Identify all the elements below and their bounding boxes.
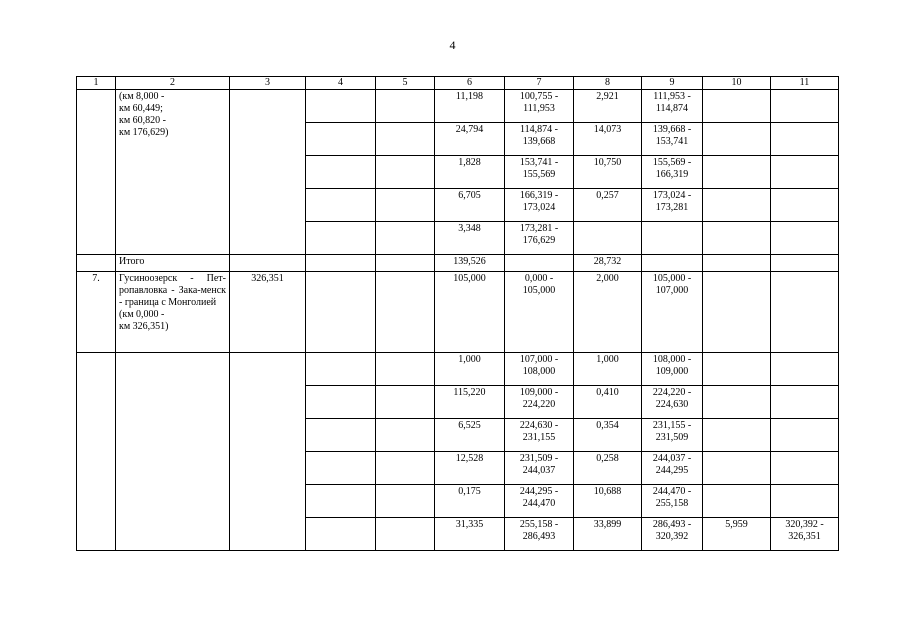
road-name-line: км 326,351) <box>119 321 169 332</box>
cell-col10 <box>703 222 771 255</box>
cell-col10: 5,959 <box>703 518 771 551</box>
cell-length: 1,828 <box>435 156 505 189</box>
cell-col11 <box>771 90 839 123</box>
cell-range: 224,630 - 231,155 <box>505 419 574 452</box>
cell-length: 6,525 <box>435 419 505 452</box>
cell-length: 10,688 <box>574 485 642 518</box>
cell-range: 231,155 - 231,509 <box>642 419 703 452</box>
cell-col4 <box>306 353 376 386</box>
total-row <box>77 255 839 272</box>
cell-length: 0,410 <box>574 386 642 419</box>
table-row <box>77 353 839 386</box>
cell-range: 114,874 - 139,668 <box>505 123 574 156</box>
cell-col10 <box>703 386 771 419</box>
cell-col4 <box>306 518 376 551</box>
cell-length: 33,899 <box>574 518 642 551</box>
cell-range: 173,024 - 173,281 <box>642 189 703 222</box>
cell-col3 <box>230 255 306 272</box>
cell-length: 0,258 <box>574 452 642 485</box>
cell-col5 <box>376 156 435 189</box>
cell-col7 <box>505 255 574 272</box>
cell-col5 <box>376 189 435 222</box>
cell-range <box>642 222 703 255</box>
cell-col4 <box>306 123 376 156</box>
cell-col5 <box>376 90 435 123</box>
cell-num <box>77 255 116 272</box>
cell-col10 <box>703 156 771 189</box>
cell-range: 286,493 - 320,392 <box>642 518 703 551</box>
cell-length: 0,354 <box>574 419 642 452</box>
cell-col11: 320,392 - 326,351 <box>771 518 839 551</box>
cell-range: 108,000 - 109,000 <box>642 353 703 386</box>
cell-col4 <box>306 272 376 353</box>
road-name-line: км 60,449; <box>119 103 163 114</box>
cell-col11 <box>771 419 839 452</box>
cell-col5 <box>376 386 435 419</box>
section-number: 7. <box>77 272 116 353</box>
cell-col11 <box>771 386 839 419</box>
road-name-line: (км 0,000 - <box>119 309 165 320</box>
col-number: 6 <box>435 77 505 90</box>
cell-col11 <box>771 222 839 255</box>
cell-col10 <box>703 90 771 123</box>
cell-range: 244,295 - 244,470 <box>505 485 574 518</box>
cell-length: 105,000 <box>435 272 505 353</box>
col-number: 7 <box>505 77 574 90</box>
cell-col9 <box>642 255 703 272</box>
road-name-line: км 176,629) <box>119 127 169 138</box>
cell-range: 155,569 - 166,319 <box>642 156 703 189</box>
cell-col4 <box>306 452 376 485</box>
table-row <box>77 272 839 353</box>
column-numbers-row <box>77 77 839 90</box>
total-label: Итого <box>116 255 230 272</box>
cell-col10 <box>703 419 771 452</box>
road-name-line: км 60,820 - <box>119 115 167 126</box>
cell-length <box>574 222 642 255</box>
cell-num <box>77 353 116 551</box>
cell-length: 11,198 <box>435 90 505 123</box>
col-number: 8 <box>574 77 642 90</box>
cell-length: 0,175 <box>435 485 505 518</box>
cell-col11 <box>771 353 839 386</box>
col-number: 4 <box>306 77 376 90</box>
cell-length: 1,000 <box>435 353 505 386</box>
cell-col4 <box>306 90 376 123</box>
cell-range: 153,741 - 155,569 <box>505 156 574 189</box>
cell-length: 2,000 <box>574 272 642 353</box>
cell-col10 <box>703 485 771 518</box>
road-name-cell <box>116 353 230 551</box>
total-length: 28,732 <box>574 255 642 272</box>
cell-col5 <box>376 419 435 452</box>
col-number: 2 <box>116 77 230 90</box>
cell-length: 24,794 <box>435 123 505 156</box>
road-name-cell <box>116 272 230 353</box>
col-number: 9 <box>642 77 703 90</box>
cell-col11 <box>771 123 839 156</box>
cell-range: 173,281 - 176,629 <box>505 222 574 255</box>
col-number: 3 <box>230 77 306 90</box>
col-number: 5 <box>376 77 435 90</box>
cell-range: 139,668 - 153,741 <box>642 123 703 156</box>
total-length: 139,526 <box>435 255 505 272</box>
cell-col10 <box>703 255 771 272</box>
cell-col10 <box>703 189 771 222</box>
cell-col4 <box>306 222 376 255</box>
cell-length: 14,073 <box>574 123 642 156</box>
col-number: 11 <box>771 77 839 90</box>
road-sections-table <box>76 76 839 551</box>
cell-range: 0,000 - 105,000 <box>505 272 574 353</box>
cell-range: 111,953 - 114,874 <box>642 90 703 123</box>
road-length-cell <box>230 90 306 255</box>
road-length-cell: 326,351 <box>230 272 306 353</box>
cell-range: 166,319 - 173,024 <box>505 189 574 222</box>
road-name-cell <box>116 90 230 255</box>
cell-col5 <box>376 222 435 255</box>
cell-col10 <box>703 123 771 156</box>
road-name-line: (км 8,000 - <box>119 91 165 102</box>
cell-col5 <box>376 123 435 156</box>
cell-col11 <box>771 189 839 222</box>
cell-range: 100,755 - 111,953 <box>505 90 574 123</box>
cell-col5 <box>376 485 435 518</box>
cell-col5 <box>376 353 435 386</box>
cell-range: 109,000 - 224,220 <box>505 386 574 419</box>
cell-range: 105,000 - 107,000 <box>642 272 703 353</box>
cell-col10 <box>703 353 771 386</box>
road-name-text: Гусиноозерск - Пет-ропавловка - Зака-менск - граница с Монголией <box>119 273 226 308</box>
col-number: 10 <box>703 77 771 90</box>
cell-length: 12,528 <box>435 452 505 485</box>
cell-range: 244,470 - 255,158 <box>642 485 703 518</box>
cell-col5 <box>376 452 435 485</box>
cell-range: 231,509 - 244,037 <box>505 452 574 485</box>
cell-col5 <box>376 272 435 353</box>
cell-col4 <box>306 255 376 272</box>
cell-length: 115,220 <box>435 386 505 419</box>
cell-range: 244,037 - 244,295 <box>642 452 703 485</box>
cell-col4 <box>306 386 376 419</box>
cell-length: 10,750 <box>574 156 642 189</box>
cell-length: 31,335 <box>435 518 505 551</box>
cell-col10 <box>703 452 771 485</box>
cell-col11 <box>771 452 839 485</box>
cell-range: 224,220 - 224,630 <box>642 386 703 419</box>
page-number: 4 <box>449 38 456 52</box>
road-length-cell <box>230 353 306 551</box>
cell-col10 <box>703 272 771 353</box>
cell-col11 <box>771 156 839 189</box>
cell-length: 1,000 <box>574 353 642 386</box>
cell-length: 3,348 <box>435 222 505 255</box>
cell-col5 <box>376 518 435 551</box>
cell-col5 <box>376 255 435 272</box>
col-number: 1 <box>77 77 116 90</box>
cell-length: 0,257 <box>574 189 642 222</box>
cell-range: 107,000 - 108,000 <box>505 353 574 386</box>
cell-length: 6,705 <box>435 189 505 222</box>
cell-length: 2,921 <box>574 90 642 123</box>
cell-col11 <box>771 485 839 518</box>
cell-col4 <box>306 485 376 518</box>
cell-col4 <box>306 156 376 189</box>
cell-col4 <box>306 189 376 222</box>
cell-col11 <box>771 255 839 272</box>
cell-col11 <box>771 272 839 353</box>
cell-col4 <box>306 419 376 452</box>
table-row <box>77 90 839 123</box>
cell-num <box>77 90 116 255</box>
cell-range: 255,158 - 286,493 <box>505 518 574 551</box>
